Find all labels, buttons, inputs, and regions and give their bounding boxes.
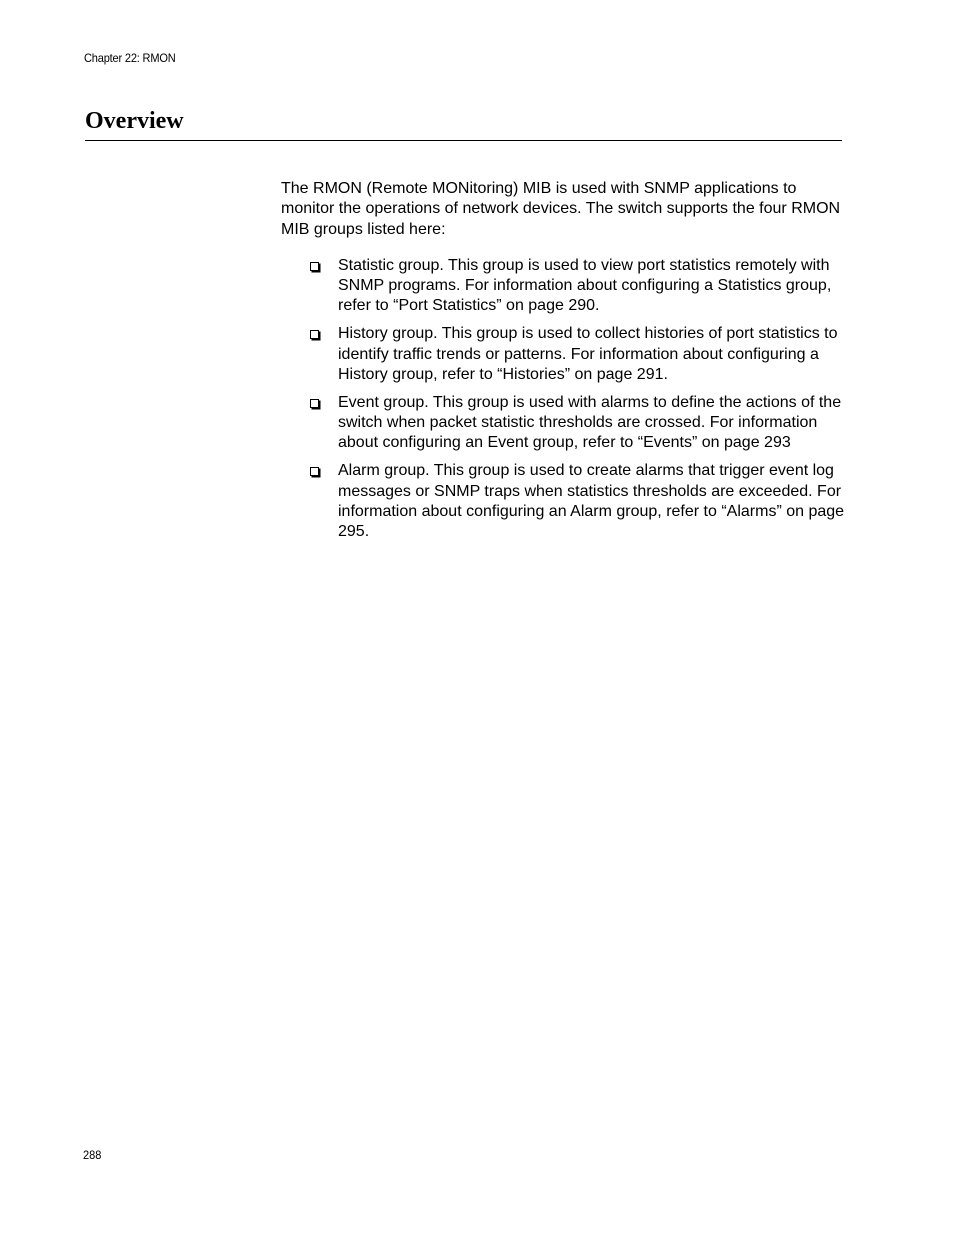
body-content <box>281 179 846 550</box>
list-item-event-group <box>281 393 846 454</box>
intro-paragraph: The RMON (Remote MONitoring) MIB is used with SNMP applications to monitor the operations of network devices. The switch supports the four RMON MIB groups listed here: <box>281 180 841 238</box>
checkbox-bullet-icon <box>310 399 319 408</box>
checkbox-bullet-icon <box>310 330 319 339</box>
title-rule <box>85 140 842 141</box>
page-number: 288 <box>83 1148 102 1162</box>
checkbox-bullet-icon <box>310 467 319 476</box>
list-item-text: Alarm group. This group is used to create alarms that trigger event log messages or SNMP traps when statistics thresholds are exceeded. For information about configuring an Alarm group, refer to “Alarms” on page 295. <box>338 462 845 541</box>
list-item-text: Event group. This group is used with alarms to define the actions of the switch when packet statistic thresholds are crossed. For information about configuring an Event group, refer to “Events” on page 293 <box>338 393 842 452</box>
running-header: Chapter 22: RMON <box>84 51 176 65</box>
list-item-history-group <box>281 324 846 385</box>
section-title: Overview <box>85 108 184 134</box>
list-item-text: History group. This group is used to collect histories of port statistics to identify traffic trends or patterns. For information about configuring a History group, refer to “Histories” on page 291. <box>338 325 838 383</box>
list-item-statistic-group <box>281 256 846 317</box>
list-item-text: Statistic group. This group is used to view port statistics remotely with SNMP programs. For information about configuring a Statistics group, refer to “Port Statistics” on page 290. <box>338 256 832 315</box>
checkbox-bullet-icon <box>310 262 319 271</box>
group-list <box>281 256 846 543</box>
list-item-alarm-group <box>281 461 846 542</box>
